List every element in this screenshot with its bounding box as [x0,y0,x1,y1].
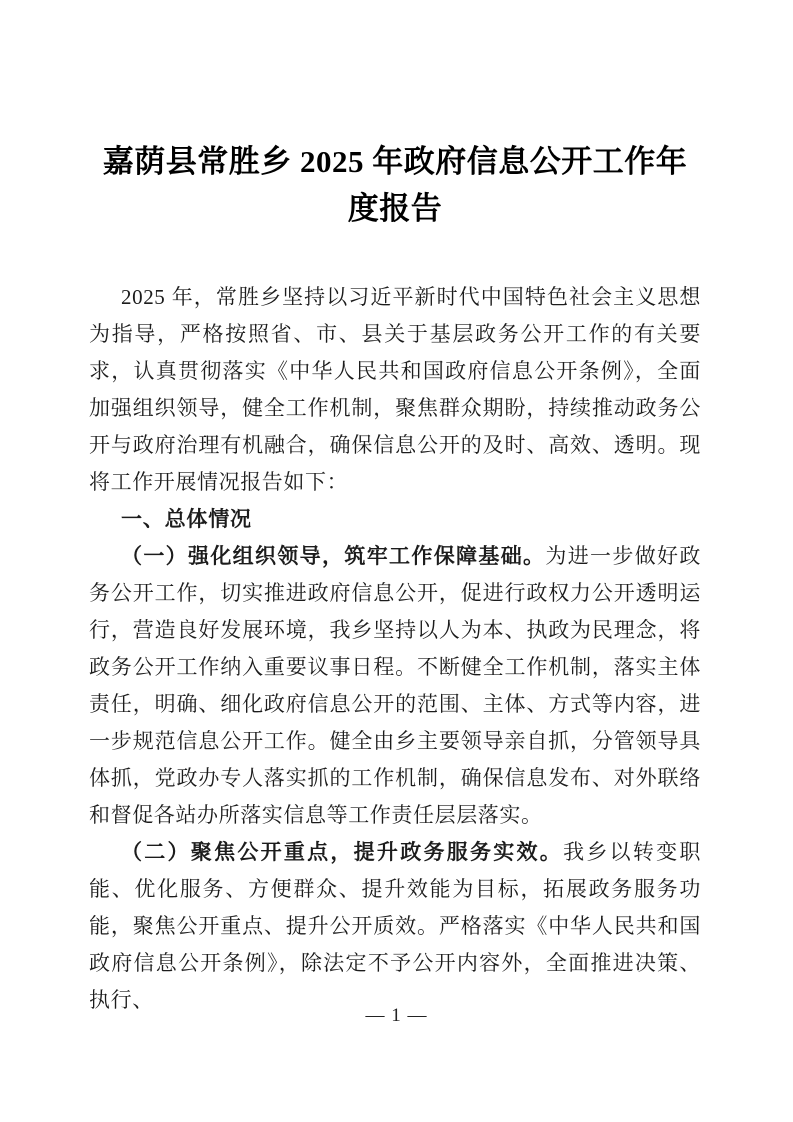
paragraph-one-text: 为进一步做好政务公开工作，切实推进政府信息公开，促进行政权力公开透明运行，营造良好发展环境，我乡坚持以人为本、执政为民理念，将政务公开工作纳入重要议事日程。不断健全工作机制，落实主体责任，明确、细化政府信息公开的范围、主体、方式等内容，进一步规范信息公开工作。健全由乡主要领导亲自抓，分管领导具体抓，党政办专人落实抓的工作机制，确保信息发布、对外联络和督促各站办所落实信息等工作责任层层落实。 [89,544,701,827]
document-body [89,279,701,1019]
paragraph-organization-leadership [89,538,701,834]
paragraph-two-lead: （二）聚焦公开重点，提升政务服务实效。 [121,840,564,864]
page-number: — 1 — [365,1005,428,1026]
paragraph-two-text: 我乡以转变职能、优化服务、方便群众、提升效能为目标，拓展政务服务功能，聚焦公开重点、提升公开质效。严格落实《中华人民共和国政府信息公开条例》，除法定不予公开内容外，全面推进决策、执行、 [89,840,701,1012]
document-title: 嘉荫县常胜乡 2025 年政府信息公开工作年度报告 [102,144,688,226]
paragraph-one-lead: （一）强化组织领导，筑牢工作保障基础。 [121,544,546,568]
section-heading-overall-situation: 一、总体情况 [121,508,252,531]
paragraph-disclosure-focus [89,834,701,1019]
intro-paragraph: 2025 年，常胜乡坚持以习近平新时代中国特色社会主义思想为指导，严格按照省、市、县关于基层政务公开工作的有关要求，认真贯彻落实《中华人民共和国政府信息公开条例》，全面加强组织领导，健全工作机制，聚焦群众期盼，持续推动政务公开与政府治理有机融合，确保信息公开的及时、高效、透明。现将工作开展情况报告如下： [89,285,701,494]
document-content [89,138,701,1019]
